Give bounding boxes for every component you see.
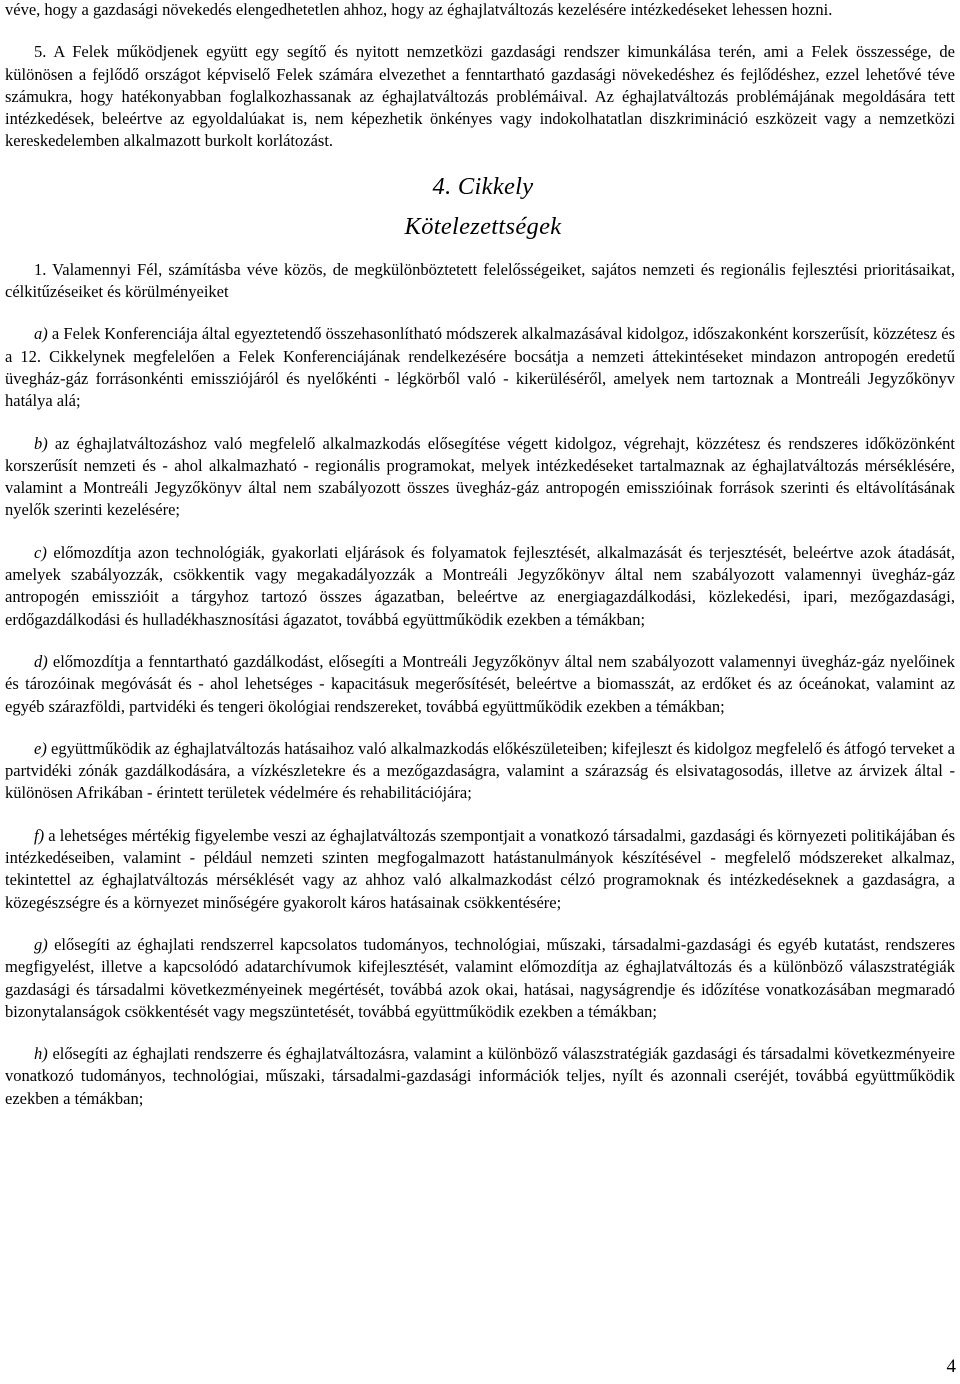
item-text: elősegíti az éghajlati rendszerre és éghajlatváltozásra, valamint a különböző válaszstratégiák gazdasági és társadalmi következményeire vonatkozó tudományos, technológiai, műszaki, társadalmi-gazdasági információk teljes, nyílt és azonnali cseréjét, továbbá együttműködik ezekben a témákban; xyxy=(5,1044,955,1108)
article-heading xyxy=(5,167,955,247)
page-number: 4 xyxy=(946,1356,956,1377)
item-letter: a) xyxy=(34,324,48,344)
intro-paragraph: véve, hogy a gazdasági növekedés elengedhetetlen ahhoz, hogy az éghajlatváltozás kezelésére intézkedéseket lehessen hozni. xyxy=(5,0,833,19)
article-title: Kötelezettségek xyxy=(404,212,562,240)
item-letter: g) xyxy=(34,934,48,954)
list-item-e xyxy=(5,738,955,805)
item-letter: b) xyxy=(34,433,48,453)
item-text: előmozdítja a fenntartható gazdálkodást, elősegíti a Montreáli Jegyzőkönyv által nem szabályozott valamennyi üvegház-gáz nyelőinek és tározóinak megóvását és - ahol lehetséges - kapacitásuk megerősítését, beleértve a biomasszát, az erdőket és az óceánokat, valamint az egyéb szárazföldi, partvidéki és tengeri ökológiai rendszereket, továbbá együttműködik ezekben a témákban; xyxy=(5,651,955,716)
item-letter: f) xyxy=(34,825,45,845)
item-text: a lehetséges mértékig figyelembe veszi az éghajlatváltozás szempontjait a vonatkozó társadalmi, gazdasági és környezeti politikájában és intézkedéseiben, valamint - például nemzeti szinten megfogalmazott hatástanulmányok készítésével - megfelelő módszereket alkalmaz, tekintettel az éghajlatváltozás mérséklését vagy az ahhoz való alkalmazkodást célzó programoknak és intézkedéseknek a gazdaságra, a közegészségre és a környezet minőségére gyakorolt káros hatásainak csökkentésére; xyxy=(5,825,955,912)
document-page xyxy=(5,0,955,1110)
item-text: a Felek Konferenciája által egyeztetendő összehasonlítható módszerek alkalmazásával kidolgoz, időszakonként korszerűsít, közzétesz és a 12. Cikkelynek megfelelően a Felek Konferenciájának rendelkezésére bocsátja a nemzeti áttekintéseket mindazon antropogén eredetű üvegház-gáz forrásonkénti emissziójáról és nyelőkénti - légkörből való - kikerüléséről, amelyek nem tartoznak a Montreáli Jegyzőkönyv hatálya alá; xyxy=(5,324,955,411)
list-item-h xyxy=(5,1043,955,1110)
item-text: elősegíti az éghajlati rendszerrel kapcsolatos tudományos, technológiai, műszaki, társadalmi-gazdasági és egyéb kutatást, rendszeres megfigyelést, illetve a kapcsolódó adatarchívumok kifejlesztését, valamint előmozdítja az éghajlatváltozás és a különböző válaszstratégiák gazdasági és társadalmi következményeinek megértését, továbbá azok okai, hatásai, nagyságrendje és időzítése vonatkozásában megmaradó bizonytalanságok csökkentését vagy megszüntetését, továbbá együttműködik ezekben a témákban; xyxy=(5,934,955,1021)
list-item-f xyxy=(5,825,955,914)
list-item-b xyxy=(5,433,955,522)
item-letter: e) xyxy=(34,738,47,758)
item-letter: d) xyxy=(34,651,48,671)
item-text: előmozdítja azon technológiák, gyakorlati eljárások és folyamatok fejlesztését, alkalmazását és terjesztését, beleértve azok átadását, amelyek szabályozzák, csökkentik vagy megakadályozzák a Montreáli Jegyzőkönyv által nem szabályozott valamennyi üvegház-gáz antropogén emisszióit a tárgyhoz tartozó összes ágazatban, beleértve az energiagazdálkodási, közlekedési, ipari, mezőgazdasági, erdőgazdálkodási és hulladékhasznosítási ágazatot, továbbá együttműködik ezekben a témákban; xyxy=(5,542,955,629)
list-item-g xyxy=(5,934,955,1023)
article-number: 4. Cikkely xyxy=(432,172,534,200)
list-item-a xyxy=(5,323,955,412)
item-letter: c) xyxy=(34,542,47,562)
item-text: az éghajlatváltozáshoz való megfelelő alkalmazkodás elősegítése végett kidolgoz, végrehajt, közzétesz és rendszeres időközönként korszerűsít nemzeti és - ahol alkalmazható - regionális programokat, melyek intézkedéseket tartalmaznak az éghajlatváltozás mérséklésére, valamint a Montreáli Jegyzőkönyv által nem szabályozott összes üvegház-gáz antropogén emisszióinak források szerinti és eltávolításának nyelők szerinti kezelésére; xyxy=(5,433,955,520)
point-1: 1. Valamennyi Fél, számításba véve közös, de megkülönböztetett felelősségeiket, sajátos nemzeti és regionális fejlesztési prioritásaikat, célkitűzéseiket és körülményeiket xyxy=(5,259,955,302)
item-letter: h) xyxy=(34,1044,48,1064)
list-item-d xyxy=(5,651,955,718)
paragraph-5: 5. A Felek működjenek együtt egy segítő és nyitott nemzetközi gazdasági rendszer kimunkálása terén, ami a Felek összessége, de különösen a fejlődő országot képviselő Felek számára elvezethet a fenntartható gazdasági növekedéshez és fejlődéshez, ezzel lehetővé téve számukra, hogy hatékonyabban foglalkozhassanak az éghajlatváltozás problémáival. Az éghajlatváltozás problémájának megoldására tett intézkedések, beleértve az egyoldalúakat is, nem képezhetik önkényes vagy indokolhatatlan diszkrimináció eszközeit vagy a nemzetközi kereskedelemben alkalmazott burkolt korlátozást. xyxy=(5,42,955,151)
item-text: együttműködik az éghajlatváltozás hatásaihoz való alkalmazkodás előkészületeiben; kifejleszt és kidolgoz megfelelő és átfogó terveket a partvidéki zónák gazdálkodására, a vízkészletekre és a mezőgazdaságra, valamint a szárazság és elsivatagosodás, illetve az árvizek által - különösen Afrikában - érintett területek védelmére és rehabilitációjára; xyxy=(5,738,955,803)
list-item-c xyxy=(5,542,955,631)
